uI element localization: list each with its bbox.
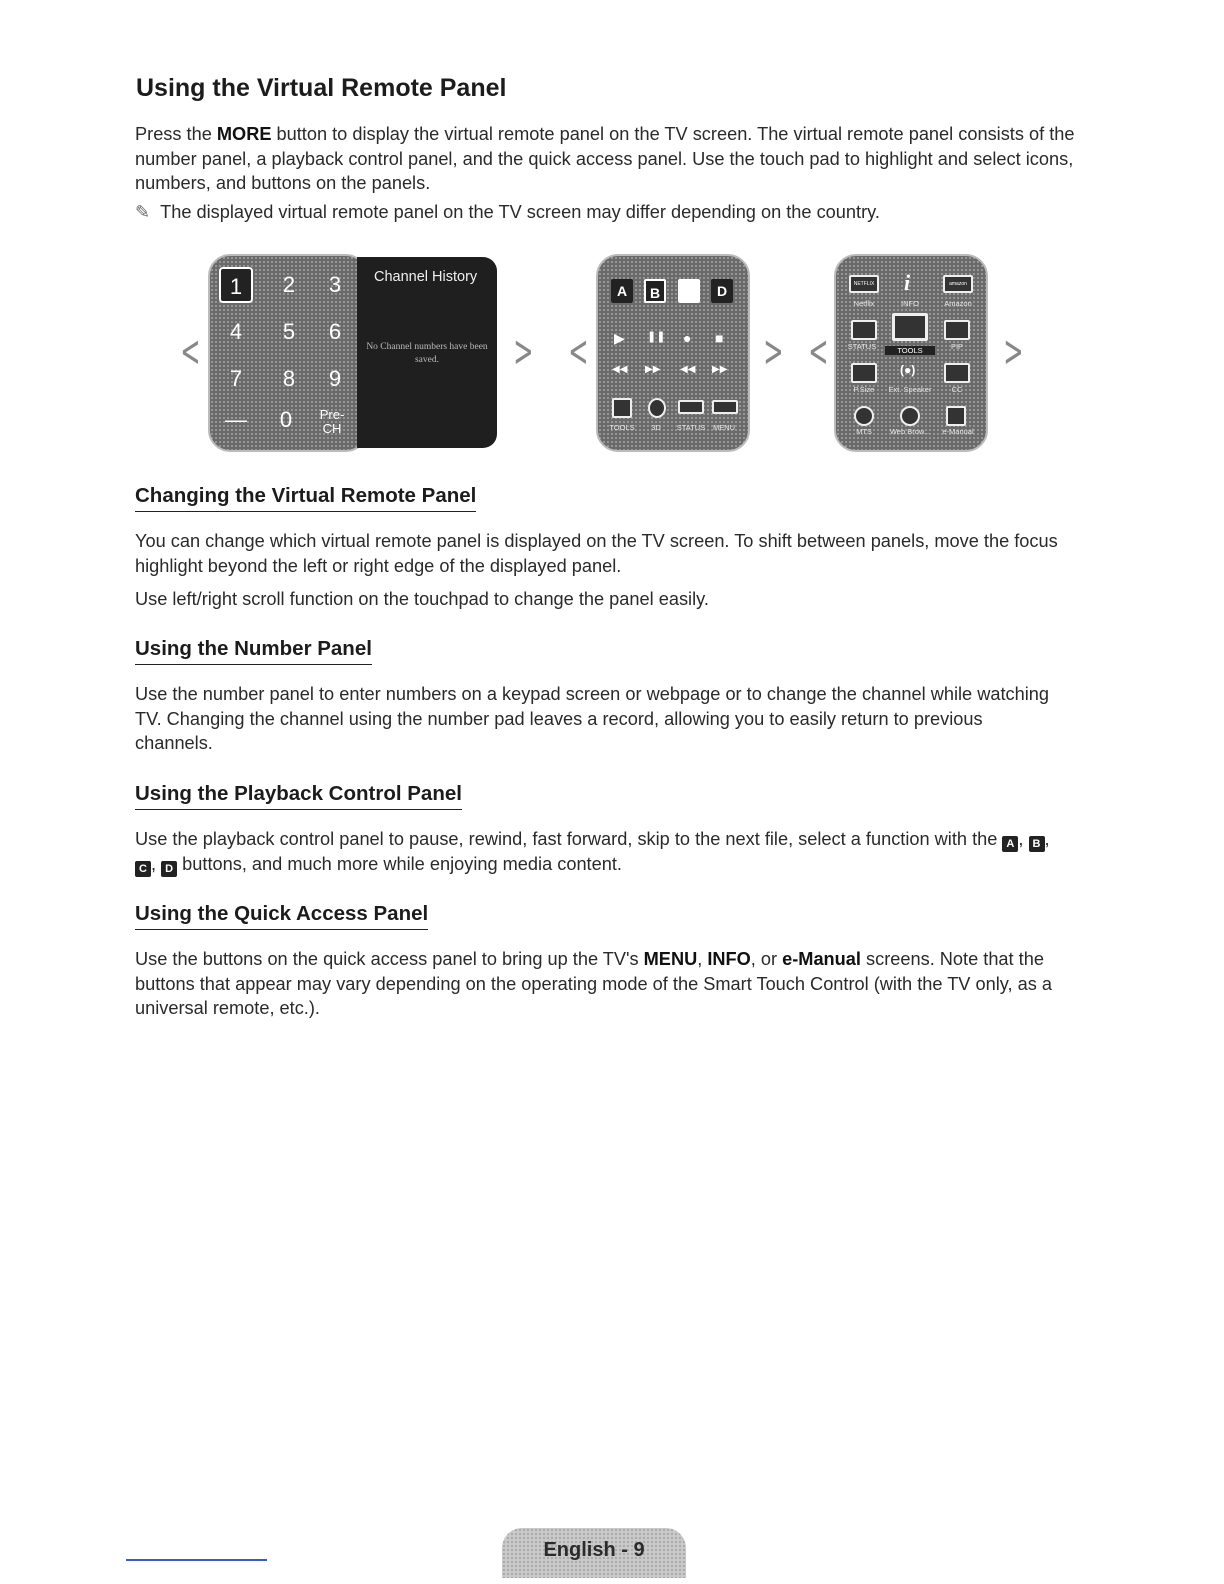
note-text: The displayed virtual remote panel on the TV screen may differ depending on the country. bbox=[160, 202, 880, 222]
amazon-icon[interactable]: amazon bbox=[943, 275, 973, 293]
playback-label: STATUS bbox=[676, 423, 706, 432]
color-button-c[interactable] bbox=[678, 279, 700, 303]
menu-icon[interactable] bbox=[712, 400, 738, 414]
more-button-label: MORE bbox=[216, 124, 272, 144]
section-paragraph: You can change which virtual remote panel is displayed on the TV screen. To shift between panels, move the focus highlight beyond the left or right edge of the displayed panel. bbox=[135, 531, 1058, 576]
playback-label: 3D bbox=[651, 423, 661, 432]
chevron-left-icon: < bbox=[568, 326, 589, 377]
number-key[interactable]: 3 bbox=[328, 272, 342, 297]
quick-label: Web Brow... bbox=[889, 427, 931, 436]
pencil-icon: ✎ bbox=[135, 202, 151, 222]
color-button-d[interactable]: D bbox=[711, 279, 733, 303]
picture-size-icon[interactable] bbox=[851, 363, 877, 383]
quick-label: e-Manual bbox=[942, 427, 974, 436]
tools-icon[interactable] bbox=[612, 398, 632, 418]
playback-label: MENU bbox=[712, 423, 736, 432]
netflix-icon[interactable]: NETFLIX bbox=[849, 275, 879, 293]
e-manual-label: e-Manual bbox=[782, 949, 861, 969]
dash-key[interactable]: — bbox=[225, 407, 247, 432]
section-paragraph: Use left/right scroll function on the touchpad to change the panel easily. bbox=[135, 589, 709, 609]
page-title: Using the Virtual Remote Panel bbox=[136, 74, 507, 102]
paragraph-text: Use the buttons on the quick access panel to bring up the TV's bbox=[135, 949, 644, 969]
chevron-left-icon: < bbox=[808, 326, 829, 377]
section-paragraph: Use the number panel to enter numbers on a keypad screen or webpage or to change the channel while watching TV. Changing the channel using the number pad leaves a record, allowing you to easily return to previous channels. bbox=[135, 684, 1049, 753]
quick-label: Netflix bbox=[853, 299, 875, 308]
number-key[interactable]: 8 bbox=[282, 366, 296, 391]
paragraph-text: Use the playback control panel to pause, rewind, fast forward, skip to the next file, select a function with the bbox=[135, 829, 1003, 849]
number-keypad bbox=[212, 255, 364, 450]
info-label: INFO bbox=[707, 949, 751, 969]
color-button-b[interactable]: B bbox=[644, 279, 666, 303]
quick-label: MTS bbox=[856, 427, 872, 436]
button-c-icon: C bbox=[135, 861, 151, 877]
play-icon[interactable]: ▶ bbox=[614, 330, 625, 346]
stop-icon[interactable]: ■ bbox=[715, 330, 724, 346]
number-key[interactable]: 7 bbox=[229, 366, 243, 391]
chevron-left-icon: < bbox=[180, 326, 201, 377]
separator: , or bbox=[750, 949, 783, 969]
channel-history-message: No Channel numbers have been saved. bbox=[366, 342, 488, 365]
quick-label: STATUS bbox=[847, 342, 877, 351]
number-key[interactable]: 0 bbox=[279, 407, 293, 432]
number-key[interactable]: 4 bbox=[229, 319, 243, 344]
color-button-a[interactable]: A bbox=[611, 279, 633, 303]
quick-label: P.Size bbox=[853, 385, 875, 394]
quick-label: CC bbox=[951, 385, 963, 394]
status-icon[interactable] bbox=[851, 320, 877, 340]
chevron-right-icon: > bbox=[513, 326, 534, 377]
number-key[interactable]: 5 bbox=[282, 319, 296, 344]
menu-label: MENU bbox=[643, 949, 698, 969]
footer-rule bbox=[126, 1559, 267, 1561]
fast-forward-icon[interactable]: ▶▶ bbox=[645, 364, 661, 375]
quick-label: Ext. Speaker bbox=[888, 385, 932, 394]
pause-icon[interactable]: ❚❚ bbox=[647, 331, 666, 343]
speaker-icon[interactable]: (●) bbox=[900, 363, 916, 377]
section-heading-playback-panel: Using the Playback Control Panel bbox=[135, 782, 462, 810]
section-heading-number-panel: Using the Number Panel bbox=[135, 637, 372, 665]
tools-icon[interactable] bbox=[892, 313, 928, 341]
page-number: English - 9 bbox=[502, 1528, 686, 1578]
intro-text-pre: Press the bbox=[135, 124, 217, 144]
paragraph-text: screens. Note that the buttons that appear may vary depending on the operating mode of the Smart Touch Control (with the TV only, as a universal remote, etc.). bbox=[135, 949, 1052, 1018]
skip-forward-icon[interactable]: ▶▶ bbox=[712, 364, 728, 375]
chevron-right-icon: > bbox=[1003, 326, 1024, 377]
section-heading-quick-access: Using the Quick Access Panel bbox=[135, 902, 428, 930]
separator: , bbox=[697, 949, 708, 969]
section-heading-changing: Changing the Virtual Remote Panel bbox=[135, 484, 476, 512]
cc-icon[interactable] bbox=[944, 363, 970, 383]
pip-icon[interactable] bbox=[944, 320, 970, 340]
status-icon[interactable] bbox=[678, 400, 704, 414]
section-paragraph bbox=[135, 947, 1065, 1021]
skip-back-icon[interactable]: ◀◀ bbox=[680, 364, 696, 375]
button-d-icon: D bbox=[161, 861, 177, 877]
web-browser-icon[interactable] bbox=[900, 406, 920, 426]
mts-icon[interactable] bbox=[854, 406, 874, 426]
number-key[interactable]: 1 bbox=[219, 267, 253, 303]
chevron-right-icon: > bbox=[763, 326, 784, 377]
channel-history-title: Channel History bbox=[374, 269, 478, 285]
info-icon[interactable]: i bbox=[904, 270, 911, 295]
quick-label: PIP bbox=[950, 342, 964, 351]
button-b-icon: B bbox=[1029, 836, 1045, 852]
quick-label: TOOLS bbox=[885, 346, 935, 355]
section-paragraph: Use the playback control panel to pause, rewind, fast forward, skip to the next file, select a function with the A , B , C , D buttons, and much more while enjoying media content. bbox=[135, 829, 1050, 875]
paragraph-text: buttons, and much more while enjoying media content. bbox=[177, 854, 622, 874]
rewind-icon[interactable]: ◀◀ bbox=[612, 364, 628, 375]
number-key[interactable]: 9 bbox=[328, 366, 342, 391]
pre-ch-key[interactable]: Pre-CH bbox=[319, 407, 345, 436]
playback-label: TOOLS bbox=[609, 423, 635, 432]
quick-label: INFO bbox=[901, 299, 919, 308]
quick-label: Amazon bbox=[944, 299, 972, 308]
e-manual-icon[interactable] bbox=[946, 406, 966, 426]
intro-paragraph bbox=[135, 122, 1075, 196]
note bbox=[135, 202, 880, 223]
button-a-icon: A bbox=[1002, 836, 1018, 852]
number-key[interactable]: 2 bbox=[282, 272, 296, 297]
3d-icon[interactable] bbox=[648, 398, 666, 418]
number-key[interactable]: 6 bbox=[328, 319, 342, 344]
channel-history-panel bbox=[357, 257, 497, 448]
intro-text-post: button to display the virtual remote panel on the TV screen. The virtual remote panel consists of the number panel, a playback control panel, and the quick access panel. Use the touch pad to highlight and select icons, numbers, and buttons on the panels. bbox=[135, 124, 1075, 193]
record-icon[interactable]: ● bbox=[683, 330, 692, 346]
